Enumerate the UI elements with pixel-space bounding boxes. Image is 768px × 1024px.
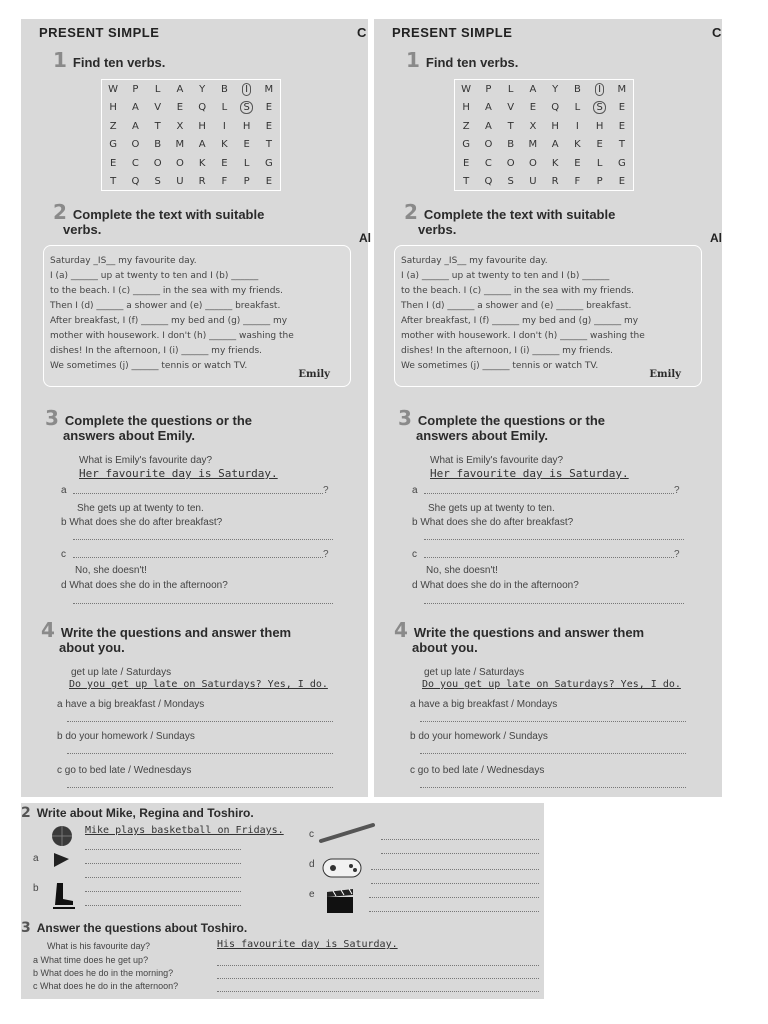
word-search-letter: E — [618, 102, 626, 114]
exercise-2-text-line2: verbs. — [418, 222, 457, 237]
word-search-letter: G — [109, 139, 117, 151]
example-prompt: get up late / Saturdays — [424, 667, 525, 678]
circled-letter: I — [242, 83, 251, 96]
bottom-example-sentence: Mike plays basketball on Fridays. — [85, 825, 284, 836]
exercise-3-number: 3 — [45, 406, 59, 430]
word-search-letter: A — [176, 83, 184, 95]
word-search-letter: Q — [131, 176, 140, 188]
word-search-row — [455, 117, 633, 136]
word-search-letter: E — [618, 176, 626, 188]
item-e-label: e — [309, 889, 315, 900]
answer-line — [85, 877, 241, 878]
item-a-label: a — [33, 853, 39, 864]
baseball-bat-icon — [317, 821, 377, 845]
exercise-1-text: Find ten verbs. — [72, 55, 166, 70]
word-search-letter: C — [131, 157, 139, 169]
runner-icon — [51, 849, 73, 871]
answer-line — [369, 897, 539, 898]
word-search-letter: I — [575, 120, 579, 132]
exercise-4-number: 4 — [41, 618, 55, 642]
word-search-letter: Q — [551, 102, 560, 114]
exercise-1-number: 1 — [53, 48, 67, 72]
answer-line — [217, 991, 539, 992]
word-search-letter: P — [243, 176, 250, 188]
text-line: to the beach. I (c) ______ in the sea with my friends. — [50, 286, 283, 296]
item-b-question: b What does she do after breakfast? — [61, 517, 223, 528]
side-letter: Al — [359, 231, 371, 245]
word-search-letter: B — [507, 139, 515, 151]
text-line: We sometimes (j) ______ tennis or watch TV. — [401, 361, 599, 371]
word-search-row — [455, 173, 633, 192]
toshiro-example-question: What is his favourite day? — [47, 941, 151, 951]
answer-line — [369, 911, 539, 912]
word-search-row — [455, 136, 633, 155]
circled-letter: S — [240, 101, 252, 114]
word-search-letter: E — [109, 157, 117, 169]
word-search-letter: L — [243, 157, 250, 169]
word-search-letter: M — [175, 139, 185, 151]
word-search-letter: L — [507, 83, 514, 95]
example-prompt: get up late / Saturdays — [71, 667, 172, 678]
word-search-row — [455, 80, 633, 99]
answer-line — [67, 787, 333, 788]
text-line: After breakfast, I (f) ______ my bed and (g) ______ my — [401, 316, 639, 326]
text-line: I (a) ______ up at twenty to ten and I (b) ______ — [401, 271, 610, 281]
toshiro-question-a: a What time does he get up? — [33, 955, 149, 965]
bottom-exercise-3-number: 3 — [21, 920, 31, 936]
item-a-label: a — [412, 485, 418, 496]
toshiro-question-c: c What does he do in the afternoon? — [33, 981, 179, 991]
word-search-letter: B — [573, 83, 581, 95]
prompt-c: c go to bed late / Wednesdays — [410, 765, 545, 776]
answer-line — [85, 863, 241, 864]
item-c-answer: No, she doesn't! — [75, 565, 147, 576]
word-search-letter: I — [222, 120, 226, 132]
word-search-letter: G — [618, 157, 626, 169]
page-title: PRESENT SIMPLE — [39, 25, 160, 40]
answer-line — [85, 905, 241, 906]
item-d-label: d — [309, 859, 315, 870]
bottom-exercise-3-title — [21, 921, 247, 936]
word-search-row — [102, 99, 280, 118]
prompt-b: b do your homework / Sundays — [57, 731, 195, 742]
answer-line — [217, 965, 539, 966]
answer-line — [424, 493, 674, 494]
word-search-letter: H — [242, 120, 251, 132]
answer-line — [371, 883, 539, 884]
clapperboard-icon — [325, 889, 355, 915]
word-search-grid — [454, 79, 634, 191]
word-search-letter: A — [198, 139, 206, 151]
text-line: After breakfast, I (f) ______ my bed and (g) ______ my — [50, 316, 288, 326]
corner-letter: C — [712, 25, 722, 40]
word-search-letter: H — [109, 102, 117, 114]
toshiro-question-b: b What does he do in the morning? — [33, 968, 174, 978]
word-search-letter — [589, 101, 611, 114]
answer-line — [73, 557, 323, 558]
word-search-letter: L — [596, 157, 603, 169]
prompt-a: a have a big breakfast / Mondays — [57, 699, 205, 710]
basketball-icon — [51, 825, 73, 847]
word-search-letter: K — [198, 157, 206, 169]
word-search-letter: H — [462, 102, 470, 114]
word-search-letter: S — [154, 176, 161, 188]
word-search-letter: A — [484, 120, 492, 132]
word-search-letter: H — [198, 120, 206, 132]
answer-line — [67, 721, 333, 722]
page-title: PRESENT SIMPLE — [392, 25, 513, 40]
exercise-4-text-line2: about you. — [412, 640, 478, 655]
text-line: Saturday _IS__ my favourite day. — [401, 256, 548, 266]
item-d-question: d What does she do in the afternoon? — [61, 580, 228, 591]
item-a-answer: She gets up at twenty to ten. — [428, 503, 555, 514]
answer-line — [73, 603, 333, 604]
word-search-letter: T — [463, 176, 470, 188]
item-c-answer: No, she doesn't! — [426, 565, 498, 576]
text-line: I (a) ______ up at twenty to ten and I (b) ______ — [50, 271, 259, 281]
word-search-letter: Y — [199, 83, 206, 95]
bottom-exercise-2-title — [21, 806, 254, 821]
word-search-letter: O — [484, 139, 493, 151]
exercise-2-title — [404, 200, 616, 237]
word-search-letter: L — [221, 102, 228, 114]
word-search-letter: W — [108, 83, 119, 95]
word-search-letter: K — [551, 157, 559, 169]
word-search-letter: X — [176, 120, 184, 132]
word-search-letter: O — [528, 157, 537, 169]
exercise-4-text-line1: Write the questions and answer them — [60, 625, 292, 640]
word-search-letter: G — [462, 139, 470, 151]
word-search-letter: T — [154, 120, 161, 132]
word-search-letter: R — [198, 176, 206, 188]
text-line: dishes! In the afternoon, I (i) ______ my friends. — [50, 346, 263, 356]
word-search-letter: E — [265, 176, 273, 188]
exercise-2-number: 2 — [53, 200, 67, 224]
word-search-letter: E — [529, 102, 537, 114]
answer-line — [73, 493, 323, 494]
answer-line — [67, 753, 333, 754]
text-line: to the beach. I (c) ______ in the sea with my friends. — [401, 286, 634, 296]
text-line: We sometimes (j) ______ tennis or watch TV. — [50, 361, 248, 371]
word-search-letter: V — [507, 102, 515, 114]
word-search-letter: T — [618, 139, 625, 151]
exercise-4-number: 4 — [394, 618, 408, 642]
answer-line — [420, 753, 686, 754]
word-search-letter: G — [265, 157, 273, 169]
word-search-letter: S — [507, 176, 514, 188]
question-mark: ? — [674, 485, 680, 496]
word-search-letter: M — [528, 139, 538, 151]
word-search-letter: C — [484, 157, 492, 169]
word-search-row — [102, 173, 280, 192]
bottom-worksheet-page — [21, 803, 544, 999]
example-question: What is Emily's favourite day? — [79, 455, 213, 466]
word-search-letter: B — [154, 139, 162, 151]
bottom-exercise-2-number: 2 — [21, 805, 31, 821]
word-search-letter: X — [529, 120, 537, 132]
answer-line — [424, 603, 684, 604]
example-answer: Do you get up late on Saturdays? Yes, I do. — [422, 679, 681, 690]
word-search-letter: E — [221, 157, 228, 169]
word-search-letter: Y — [552, 83, 559, 95]
side-letter: Al — [710, 231, 722, 245]
exercise-2-text-line1: Complete the text with suitable — [72, 207, 265, 222]
word-search-letter: K — [574, 139, 581, 151]
word-search-letter: B — [220, 83, 228, 95]
exercise-1-title — [406, 48, 519, 72]
word-search-letter: V — [154, 102, 162, 114]
emily-text-box — [43, 245, 351, 387]
word-search-row — [102, 154, 280, 173]
word-search-grid — [101, 79, 281, 191]
exercise-4-text-line2: about you. — [59, 640, 125, 655]
word-search-letter: A — [551, 139, 559, 151]
item-c-label: c — [412, 549, 417, 560]
text-line: mother with housework. I don't (h) ______ washing the — [401, 331, 645, 341]
answer-line — [424, 557, 674, 558]
word-search-letter: A — [529, 83, 537, 95]
word-search-letter: A — [484, 102, 492, 114]
word-search-letter: H — [551, 120, 559, 132]
word-search-letter: H — [595, 120, 604, 132]
word-search-letter: E — [243, 139, 250, 151]
word-search-letter — [236, 83, 258, 96]
word-search-letter: E — [265, 120, 273, 132]
left-worksheet-page — [21, 19, 371, 797]
word-search-letter: A — [131, 120, 139, 132]
answer-line — [73, 539, 333, 540]
exercise-2-title — [53, 200, 265, 237]
answer-line — [85, 891, 241, 892]
prompt-b: b do your homework / Sundays — [410, 731, 548, 742]
right-worksheet-page — [374, 19, 722, 797]
answer-line — [381, 839, 539, 840]
word-search-letter: P — [485, 83, 492, 95]
item-d-question: d What does she do in the afternoon? — [412, 580, 579, 591]
ice-skates-icon — [51, 881, 77, 911]
text-line: dishes! In the afternoon, I (i) ______ my friends. — [401, 346, 614, 356]
answer-line — [420, 721, 686, 722]
example-answer: Her favourite day is Saturday. — [79, 467, 278, 480]
word-search-row — [102, 136, 280, 155]
answer-line — [371, 869, 539, 870]
word-search-letter: O — [506, 157, 515, 169]
text-line: Saturday _IS__ my favourite day. — [50, 256, 197, 266]
prompt-c: c go to bed late / Wednesdays — [57, 765, 192, 776]
word-search-letter — [589, 83, 611, 96]
word-search-letter: T — [265, 139, 272, 151]
word-search-letter: E — [176, 102, 184, 114]
exercise-4-title — [41, 618, 292, 655]
word-search-letter: L — [154, 83, 161, 95]
item-c-label: c — [309, 829, 314, 840]
bottom-exercise-3-text: Answer the questions about Toshiro. — [36, 921, 248, 935]
exercise-3-text-line1: Complete the questions or the — [64, 413, 252, 428]
word-search-letter: L — [574, 102, 581, 114]
word-search-letter: E — [574, 157, 581, 169]
word-search-letter: R — [551, 176, 559, 188]
exercise-3-number: 3 — [398, 406, 412, 430]
exercise-2-number: 2 — [404, 200, 418, 224]
word-search-letter: P — [132, 83, 139, 95]
bottom-exercise-2-text: Write about Mike, Regina and Toshiro. — [36, 806, 254, 820]
item-c-label: c — [61, 549, 66, 560]
item-b-label: b — [33, 883, 39, 894]
word-search-letter: E — [265, 102, 273, 114]
word-search-letter: M — [617, 83, 627, 95]
answer-line — [381, 853, 539, 854]
corner-letter: C — [357, 25, 367, 40]
answer-line — [420, 787, 686, 788]
example-answer: Her favourite day is Saturday. — [430, 467, 629, 480]
emily-text-box — [394, 245, 702, 387]
exercise-3-text-line2: answers about Emily. — [63, 428, 195, 443]
game-controller-icon — [321, 855, 363, 881]
exercise-3-title — [45, 406, 252, 443]
word-search-letter: O — [153, 157, 162, 169]
word-search-letter: E — [618, 120, 626, 132]
exercise-1-title — [53, 48, 166, 72]
item-a-label: a — [61, 485, 67, 496]
answer-line — [424, 539, 684, 540]
answer-line — [85, 849, 241, 850]
exercise-1-text: Find ten verbs. — [425, 55, 519, 70]
word-search-letter: Z — [109, 120, 117, 132]
circled-letter: S — [593, 101, 605, 114]
word-search-letter: O — [175, 157, 184, 169]
word-search-row — [102, 117, 280, 136]
text-line: Then I (d) ______ a shower and (e) ______ breakfast. — [401, 301, 632, 311]
prompt-a: a have a big breakfast / Mondays — [410, 699, 558, 710]
answer-line — [217, 978, 539, 979]
word-search-letter: P — [596, 176, 603, 188]
word-search-letter — [236, 101, 258, 114]
word-search-letter: W — [461, 83, 472, 95]
question-mark: ? — [323, 549, 329, 560]
signature-emily: Emily — [649, 369, 681, 380]
exercise-4-text-line1: Write the questions and answer them — [413, 625, 645, 640]
word-search-letter: U — [176, 176, 184, 188]
word-search-letter: Q — [198, 102, 207, 114]
exercise-3-title — [398, 406, 605, 443]
exercise-1-number: 1 — [406, 48, 420, 72]
word-search-letter: E — [596, 139, 603, 151]
word-search-letter: A — [131, 102, 139, 114]
word-search-letter: E — [462, 157, 470, 169]
word-search-row — [102, 80, 280, 99]
exercise-2-text-line1: Complete the text with suitable — [423, 207, 616, 222]
item-b-question: b What does she do after breakfast? — [412, 517, 574, 528]
question-mark: ? — [323, 485, 329, 496]
word-search-letter: M — [264, 83, 274, 95]
circled-letter: I — [595, 83, 604, 96]
word-search-letter: U — [529, 176, 537, 188]
text-line: Then I (d) ______ a shower and (e) ______ breakfast. — [50, 301, 281, 311]
signature-emily: Emily — [298, 369, 330, 380]
item-a-answer: She gets up at twenty to ten. — [77, 503, 204, 514]
exercise-2-text-line2: verbs. — [63, 222, 102, 237]
exercise-3-text-line1: Complete the questions or the — [417, 413, 605, 428]
exercise-4-title — [394, 618, 645, 655]
word-search-row — [455, 154, 633, 173]
text-line: mother with housework. I don't (h) ______ washing the — [50, 331, 294, 341]
exercise-3-text-line2: answers about Emily. — [416, 428, 548, 443]
word-search-row — [455, 99, 633, 118]
word-search-letter: F — [221, 176, 228, 188]
word-search-letter: O — [131, 139, 140, 151]
word-search-letter: Z — [462, 120, 470, 132]
word-search-letter: T — [507, 120, 514, 132]
toshiro-example-answer: His favourite day is Saturday. — [217, 939, 398, 950]
word-search-letter: K — [221, 139, 228, 151]
example-question: What is Emily's favourite day? — [430, 455, 564, 466]
word-search-letter: Q — [484, 176, 493, 188]
example-answer: Do you get up late on Saturdays? Yes, I do. — [69, 679, 328, 690]
question-mark: ? — [674, 549, 680, 560]
word-search-letter: T — [110, 176, 117, 188]
word-search-letter: F — [574, 176, 581, 188]
